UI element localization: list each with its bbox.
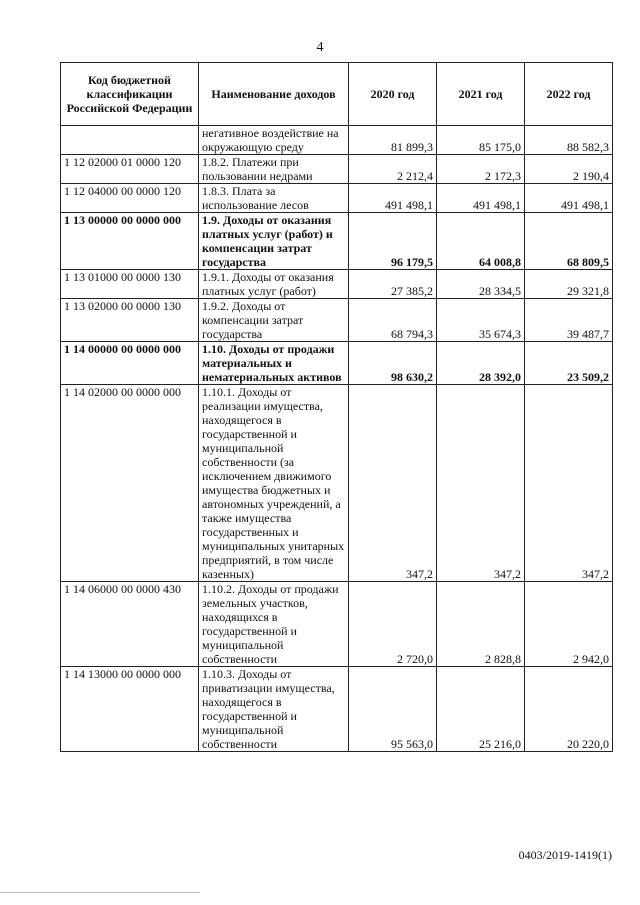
table-row (61, 184, 613, 213)
row-value-2021: 35 674,3 (437, 299, 525, 342)
document-code: 0403/2019-1419(1) (518, 848, 612, 862)
row-code (61, 126, 199, 155)
header-2022: 2022 год (525, 63, 613, 126)
row-value-2022: 39 487,7 (525, 299, 613, 342)
row-value-2022: 491 498,1 (525, 184, 613, 213)
table-row (61, 385, 613, 582)
row-value-2022: 20 220,0 (525, 667, 613, 752)
header-2020: 2020 год (349, 63, 437, 126)
row-value-2020: 491 498,1 (349, 184, 437, 213)
row-value-2021: 64 008,8 (437, 213, 525, 270)
row-code: 1 13 02000 00 0000 130 (61, 299, 199, 342)
row-name: негативное воздействие на окружающую среду (199, 126, 349, 155)
row-value-2022: 347,2 (525, 385, 613, 582)
row-value-2020: 95 563,0 (349, 667, 437, 752)
row-name: 1.8.3. Плата за использование лесов (199, 184, 349, 213)
row-value-2021: 491 498,1 (437, 184, 525, 213)
row-code: 1 13 01000 00 0000 130 (61, 270, 199, 299)
row-name: 1.10.1. Доходы от реализации имущества, находящегося в государственной и муниципальной собственности (за исключением движимого имущества бюджетных и автономных учреждений, а также имущества государственных и муниципальных унитарных предприятий, в том числе казенных) (199, 385, 349, 582)
table-body (61, 126, 613, 752)
row-name: 1.9. Доходы от оказания платных услуг (работ) и компенсации затрат государства (199, 213, 349, 270)
row-value-2020: 81 899,3 (349, 126, 437, 155)
page-number: 4 (316, 40, 324, 55)
row-name: 1.10. Доходы от продажи материальных и нематериальных активов (199, 342, 349, 385)
row-name: 1.10.2. Доходы от продажи земельных участков, находящихся в государственной и муниципальной собственности (199, 582, 349, 667)
row-code: 1 12 02000 01 0000 120 (61, 155, 199, 184)
row-value-2022: 2 190,4 (525, 155, 613, 184)
row-code: 1 14 00000 00 0000 000 (61, 342, 199, 385)
row-value-2020: 68 794,3 (349, 299, 437, 342)
row-code: 1 14 06000 00 0000 430 (61, 582, 199, 667)
row-value-2020: 2 212,4 (349, 155, 437, 184)
table-row (61, 342, 613, 385)
header-code: Код бюджетной классификации Российской Федерации (61, 63, 199, 126)
header-name: Наименование доходов (199, 63, 349, 126)
row-code: 1 13 00000 00 0000 000 (61, 213, 199, 270)
revenue-table (60, 62, 613, 752)
row-value-2022: 23 509,2 (525, 342, 613, 385)
header-2021: 2021 год (437, 63, 525, 126)
table-row (61, 155, 613, 184)
row-value-2021: 85 175,0 (437, 126, 525, 155)
row-value-2022: 2 942,0 (525, 582, 613, 667)
table-row (61, 582, 613, 667)
table-row (61, 270, 613, 299)
row-name: 1.10.3. Доходы от приватизации имущества, находящегося в государственной и муниципальной собственности (199, 667, 349, 752)
row-value-2021: 347,2 (437, 385, 525, 582)
table-row (61, 213, 613, 270)
row-value-2020: 27 385,2 (349, 270, 437, 299)
table-header-row (61, 63, 613, 126)
row-value-2022: 88 582,3 (525, 126, 613, 155)
table-row (61, 667, 613, 752)
row-value-2021: 28 334,5 (437, 270, 525, 299)
row-name: 1.9.1. Доходы от оказания платных услуг (работ) (199, 270, 349, 299)
table-row (61, 126, 613, 155)
page-edge-mark (0, 892, 200, 893)
row-value-2020: 98 630,2 (349, 342, 437, 385)
row-code: 1 12 04000 00 0000 120 (61, 184, 199, 213)
row-code: 1 14 13000 00 0000 000 (61, 667, 199, 752)
row-value-2022: 29 321,8 (525, 270, 613, 299)
row-value-2022: 68 809,5 (525, 213, 613, 270)
row-value-2021: 2 828,8 (437, 582, 525, 667)
row-name: 1.8.2. Платежи при пользовании недрами (199, 155, 349, 184)
row-value-2021: 2 172,3 (437, 155, 525, 184)
row-value-2020: 96 179,5 (349, 213, 437, 270)
row-name: 1.9.2. Доходы от компенсации затрат государства (199, 299, 349, 342)
row-value-2020: 347,2 (349, 385, 437, 582)
row-code: 1 14 02000 00 0000 000 (61, 385, 199, 582)
row-value-2021: 28 392,0 (437, 342, 525, 385)
row-value-2021: 25 216,0 (437, 667, 525, 752)
table-row (61, 299, 613, 342)
row-value-2020: 2 720,0 (349, 582, 437, 667)
